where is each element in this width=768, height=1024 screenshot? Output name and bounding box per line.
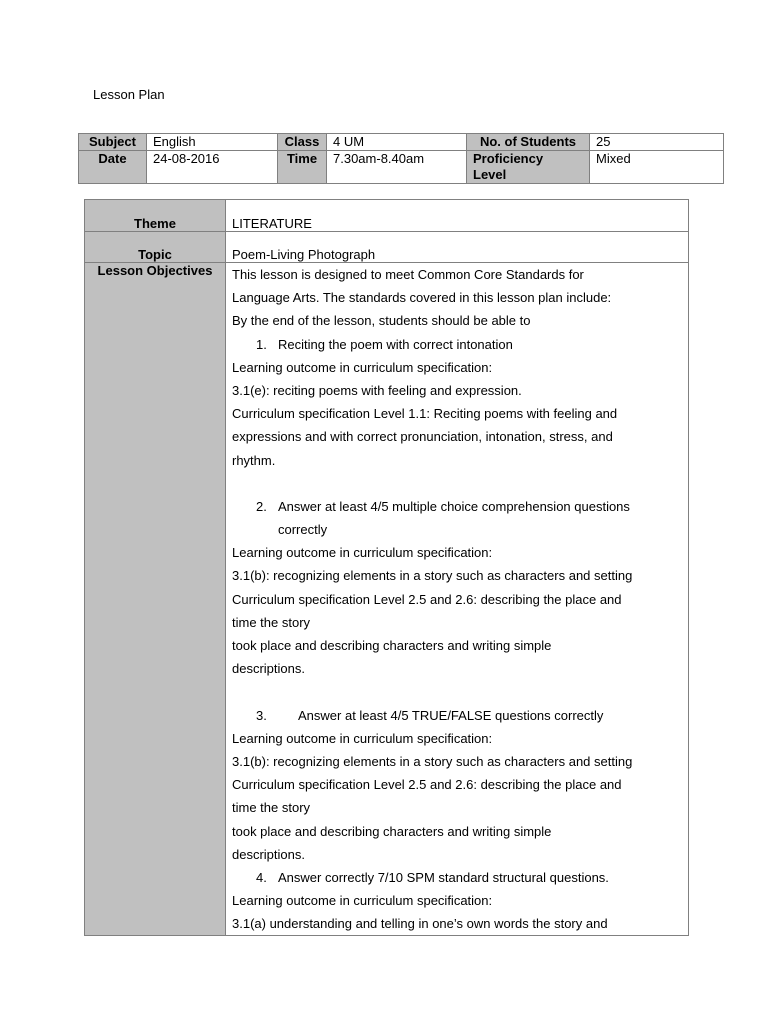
objective-2-title [232, 495, 682, 518]
class-label: Class [278, 134, 327, 151]
detail-line: descriptions. [232, 661, 305, 677]
objective-4-title [232, 866, 682, 889]
spacer [232, 680, 682, 703]
proficiency-value: Mixed [590, 151, 724, 184]
lesson-plan-table [84, 199, 689, 936]
detail-line: took place and describing characters and writing simple [232, 823, 552, 839]
objective-title-text: Answer correctly 7/10 SPM standard structural questions. [278, 869, 609, 885]
objectives-label: Lesson Objectives [85, 263, 226, 936]
detail-line: 3.1(a) understanding and telling in one’s own words the story and [232, 916, 608, 932]
detail-line: Curriculum specification Level 1.1: Reciting poems with feeling and [232, 406, 618, 422]
proficiency-label-line-1: Proficiency [473, 151, 544, 166]
document-title: Lesson Plan [93, 87, 165, 102]
proficiency-label-line-2: Level [473, 167, 507, 182]
class-value: 4 UM [327, 134, 467, 151]
detail-line: Curriculum specification Level 2.5 and 2.6: describing the place and [232, 591, 622, 607]
topic-row [85, 232, 689, 263]
subject-label: Subject [79, 134, 147, 151]
spacer [232, 472, 682, 495]
date-value: 24-08-2016 [147, 151, 278, 184]
objective-2-title-cont: correctly [278, 522, 328, 538]
proficiency-label [467, 151, 590, 184]
detail-line: Learning outcome in curriculum specification: [232, 545, 493, 561]
objective-3-title [232, 704, 682, 727]
subject-value: English [147, 134, 278, 151]
detail-line: time the story [232, 614, 311, 630]
objective-title-text: Reciting the poem with correct intonation [278, 336, 513, 352]
objective-number: 3. [256, 707, 267, 723]
header-row-2 [79, 151, 724, 184]
header-table [78, 133, 724, 184]
students-value: 25 [590, 134, 724, 151]
detail-line: 3.1(b): recognizing elements in a story such as characters and setting [232, 568, 633, 584]
intro-line: This lesson is designed to meet Common Core Standards for [232, 267, 584, 282]
topic-value: Poem-Living Photograph [226, 232, 689, 263]
students-label: No. of Students [467, 134, 590, 151]
time-value: 7.30am-8.40am [327, 151, 467, 184]
detail-line: Learning outcome in curriculum specification: [232, 730, 493, 746]
detail-line: time the story [232, 800, 311, 816]
objective-1-title [232, 333, 682, 356]
detail-line: 3.1(e): reciting poems with feeling and expression. [232, 382, 522, 398]
detail-line: Learning outcome in curriculum specification: [232, 893, 493, 909]
intro-line: By the end of the lesson, students should be able to [232, 313, 531, 329]
intro-line: Language Arts. The standards covered in this lesson plan include: [232, 290, 612, 306]
objective-title-text: Answer at least 4/5 TRUE/FALSE questions correctly [298, 707, 604, 723]
objective-number: 1. [256, 336, 267, 352]
objective-title-text: Answer at least 4/5 multiple choice comprehension questions [278, 498, 630, 514]
objective-number: 4. [256, 869, 267, 885]
detail-line: took place and describing characters and writing simple [232, 638, 552, 653]
detail-line: Learning outcome in curriculum specification: [232, 359, 493, 375]
theme-label: Theme [85, 200, 226, 232]
detail-line: rhythm. [232, 452, 276, 468]
header-row-1 [79, 134, 724, 151]
objectives-content [226, 263, 689, 936]
date-label: Date [79, 151, 147, 184]
detail-line: descriptions. [232, 846, 305, 862]
theme-value: LITERATURE [226, 200, 689, 232]
theme-row [85, 200, 689, 232]
topic-label: Topic [85, 232, 226, 263]
objective-number: 2. [256, 498, 267, 514]
objectives-row [85, 263, 689, 936]
detail-line: 3.1(b): recognizing elements in a story such as characters and setting [232, 753, 633, 769]
detail-line: Curriculum specification Level 2.5 and 2.6: describing the place and [232, 777, 622, 793]
time-label: Time [278, 151, 327, 184]
detail-line: expressions and with correct pronunciation, intonation, stress, and [232, 429, 613, 445]
